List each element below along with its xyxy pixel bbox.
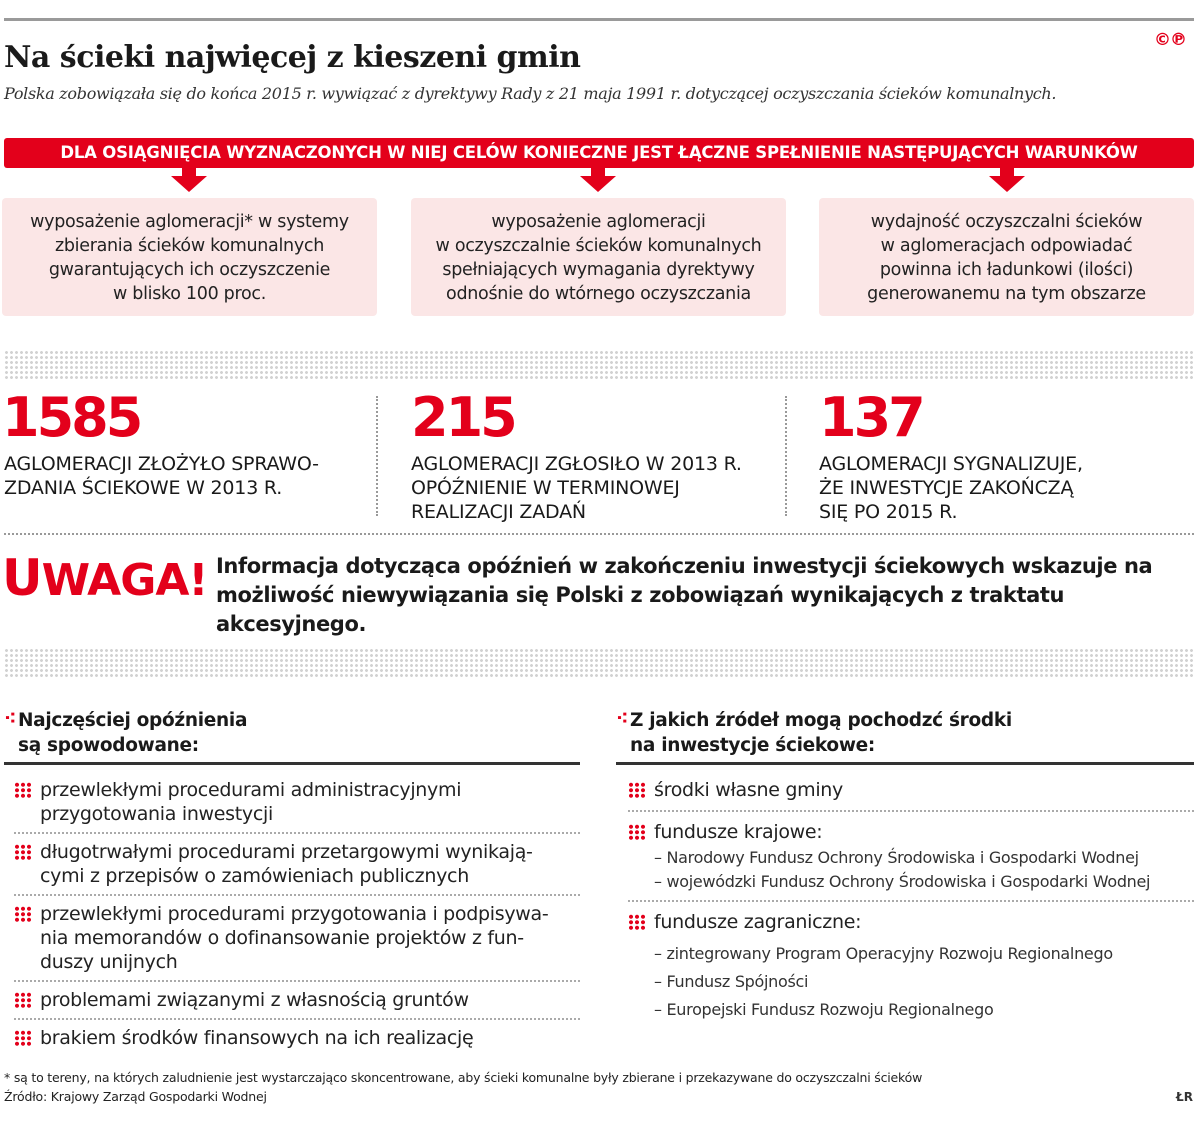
condition-line: gwarantujących ich oczyszczenie [48, 260, 331, 280]
item-divider [14, 1018, 580, 1020]
stat-line: OPÓŹNIENIE W TERMINOWEJ [411, 477, 680, 499]
heading-line: Z jakich źródeł mogą pochodzć środki [630, 710, 1012, 731]
condition-line: odnośnie do wtórnego oczyszczania [446, 284, 751, 304]
stat-description [819, 452, 1083, 524]
condition-line: w blisko 100 proc. [113, 284, 266, 304]
stat-number: 137 [819, 386, 923, 449]
section-marker-icon: ⁖ [616, 708, 629, 729]
condition-line: wyposażenie aglomeracji* w systemy [30, 212, 349, 232]
bullet-icon [628, 914, 646, 930]
condition-line: spełniających wymagania dyrektywy [442, 260, 755, 280]
stat-number: 1585 [2, 386, 141, 449]
footnote: * są to tereny, na których zaludnienie jest wystarczająco skoncentrowane, aby ścieki komunalne były zbierane i przekazywane do oczyszczalni ścieków [4, 1070, 923, 1085]
sub-item: – zintegrowany Program Operacyjny Rozwoju Regionalnego [654, 944, 1113, 963]
item-line: nia memorandów o dofinansowanie projektów z fun- [40, 927, 524, 949]
sub-item: – Fundusz Spójności [654, 972, 809, 991]
list-item [628, 778, 1194, 802]
item-line: przewlekłymi procedurami przygotowania i podpisywa- [40, 903, 549, 925]
item-line: cymi z przepisów o zamówieniach publicznych [40, 865, 469, 887]
section-divider [4, 533, 1194, 535]
heading-rule [616, 762, 1194, 765]
condition-box [2, 198, 377, 316]
source-note: Źródło: Krajowy Zarząd Gospodarki Wodnej [4, 1089, 267, 1104]
condition-line: w aglomeracjach odpowiadać [880, 236, 1133, 256]
conditions-banner: DLA OSIĄGNIĘCIA WYZNACZONYCH W NIEJ CELÓW KONIECZNE JEST ŁĄCZNE SPEŁNIENIE NASTĘPUJĄCYCH WARUNKÓW [4, 138, 1194, 168]
section-marker-icon: ⁖ [4, 708, 17, 729]
list-item [628, 820, 1194, 844]
stat-separator [376, 396, 378, 516]
list-item [14, 1026, 580, 1050]
heading-line: Najczęściej opóźnienia [18, 710, 248, 731]
warning-label-initial: U [2, 549, 42, 607]
top-rule [4, 18, 1194, 21]
item-line: brakiem środków finansowych na ich realizację [40, 1027, 474, 1049]
bullet-icon [14, 906, 32, 922]
stat-number: 215 [411, 386, 515, 449]
list-item [14, 902, 580, 974]
heading-rule [4, 762, 580, 765]
bullet-icon [628, 782, 646, 798]
stat-line: ŻE INWESTYCJE ZAKOŃCZĄ [819, 477, 1074, 499]
item-line: długotrwałymi procedurami przetargowymi wynikają- [40, 841, 533, 863]
delays-heading [4, 708, 248, 758]
condition-line: wyposażenie aglomeracji [491, 212, 706, 232]
arrow-down-icon [989, 168, 1025, 192]
condition-line: powinna ich ładunkowi (ilości) [879, 260, 1134, 280]
item-divider [628, 900, 1194, 902]
stat-line: AGLOMERACJI SYGNALIZUJE, [819, 453, 1083, 475]
funding-heading [616, 708, 1012, 758]
heading-line: są spowodowane: [18, 735, 199, 756]
warning-label-rest: WAGA! [41, 555, 208, 606]
bullet-icon [14, 992, 32, 1008]
condition-line: wydajność oczyszczalni ścieków [870, 212, 1143, 232]
list-item [14, 840, 580, 888]
item-line: środki własne gminy [654, 779, 843, 801]
stat-line: AGLOMERACJI ZGŁOSIŁO W 2013 R. [411, 453, 742, 475]
condition-line: w oczyszczalnie ścieków komunalnych [435, 236, 762, 256]
item-divider [628, 810, 1194, 812]
item-divider [14, 980, 580, 982]
item-divider [14, 832, 580, 834]
condition-line: zbierania ścieków komunalnych [54, 236, 325, 256]
sub-item: – Narodowy Fundusz Ochrony Środowiska i Gospodarki Wodnej [654, 848, 1139, 867]
list-item [14, 778, 580, 826]
bullet-icon [14, 1030, 32, 1046]
warning-text: Informacja dotycząca opóźnień w zakończeniu inwestycji ściekowych wskazuje na możliwość niewywiązania się Polski z zobowiązań wynikających z traktatu akcesyjnego. [216, 554, 1153, 636]
stat-line: REALIZACJI ZADAŃ [411, 501, 586, 523]
sub-item: – wojewódzki Fundusz Ochrony Środowiska i Gospodarki Wodnej [654, 872, 1151, 891]
stat-description [411, 452, 742, 524]
dotted-band [4, 648, 1194, 678]
heading-line: na inwestycje ściekowe: [630, 735, 875, 756]
item-divider [14, 894, 580, 896]
bullet-icon [14, 844, 32, 860]
page-title: Na ścieki najwięcej z kieszeni gmin [4, 40, 581, 75]
condition-line: generowanemu na tym obszarze [867, 284, 1146, 304]
list-item [14, 988, 580, 1012]
bullet-icon [628, 824, 646, 840]
bullet-icon [14, 782, 32, 798]
condition-box [411, 198, 786, 316]
stat-line: SIĘ PO 2015 R. [819, 501, 958, 523]
copyright-logo-icon: ©℗ [1154, 30, 1186, 50]
item-line: fundusze krajowe: [654, 821, 823, 843]
stat-separator [785, 396, 787, 516]
list-item [628, 910, 1194, 934]
stat-description [4, 452, 319, 500]
arrow-down-icon [580, 168, 616, 192]
stat-line: AGLOMERACJI ZŁOŻYŁO SPRAWO- [4, 453, 319, 475]
item-line: przewlekłymi procedurami administracyjnymi [40, 779, 462, 801]
item-line: problemami związanymi z własnością gruntów [40, 989, 469, 1011]
arrow-down-icon [171, 168, 207, 192]
sub-item: – Europejski Fundusz Rozwoju Regionalnego [654, 1000, 994, 1019]
item-line: fundusze zagraniczne: [654, 911, 862, 933]
item-line: duszy unijnych [40, 951, 178, 973]
condition-box [819, 198, 1194, 316]
author-initials: ŁR [1176, 1090, 1193, 1104]
dotted-band [4, 350, 1194, 380]
page-subtitle: Polska zobowiązała się do końca 2015 r. wywiązać z dyrektywy Rady z 21 maja 1991 r. dotyczącej oczyszczania ścieków komunalnych. [4, 84, 1057, 103]
warning-label [2, 550, 207, 609]
item-line: przygotowania inwestycji [40, 803, 273, 825]
stat-line: ZDANIA ŚCIEKOWE W 2013 R. [4, 477, 283, 499]
